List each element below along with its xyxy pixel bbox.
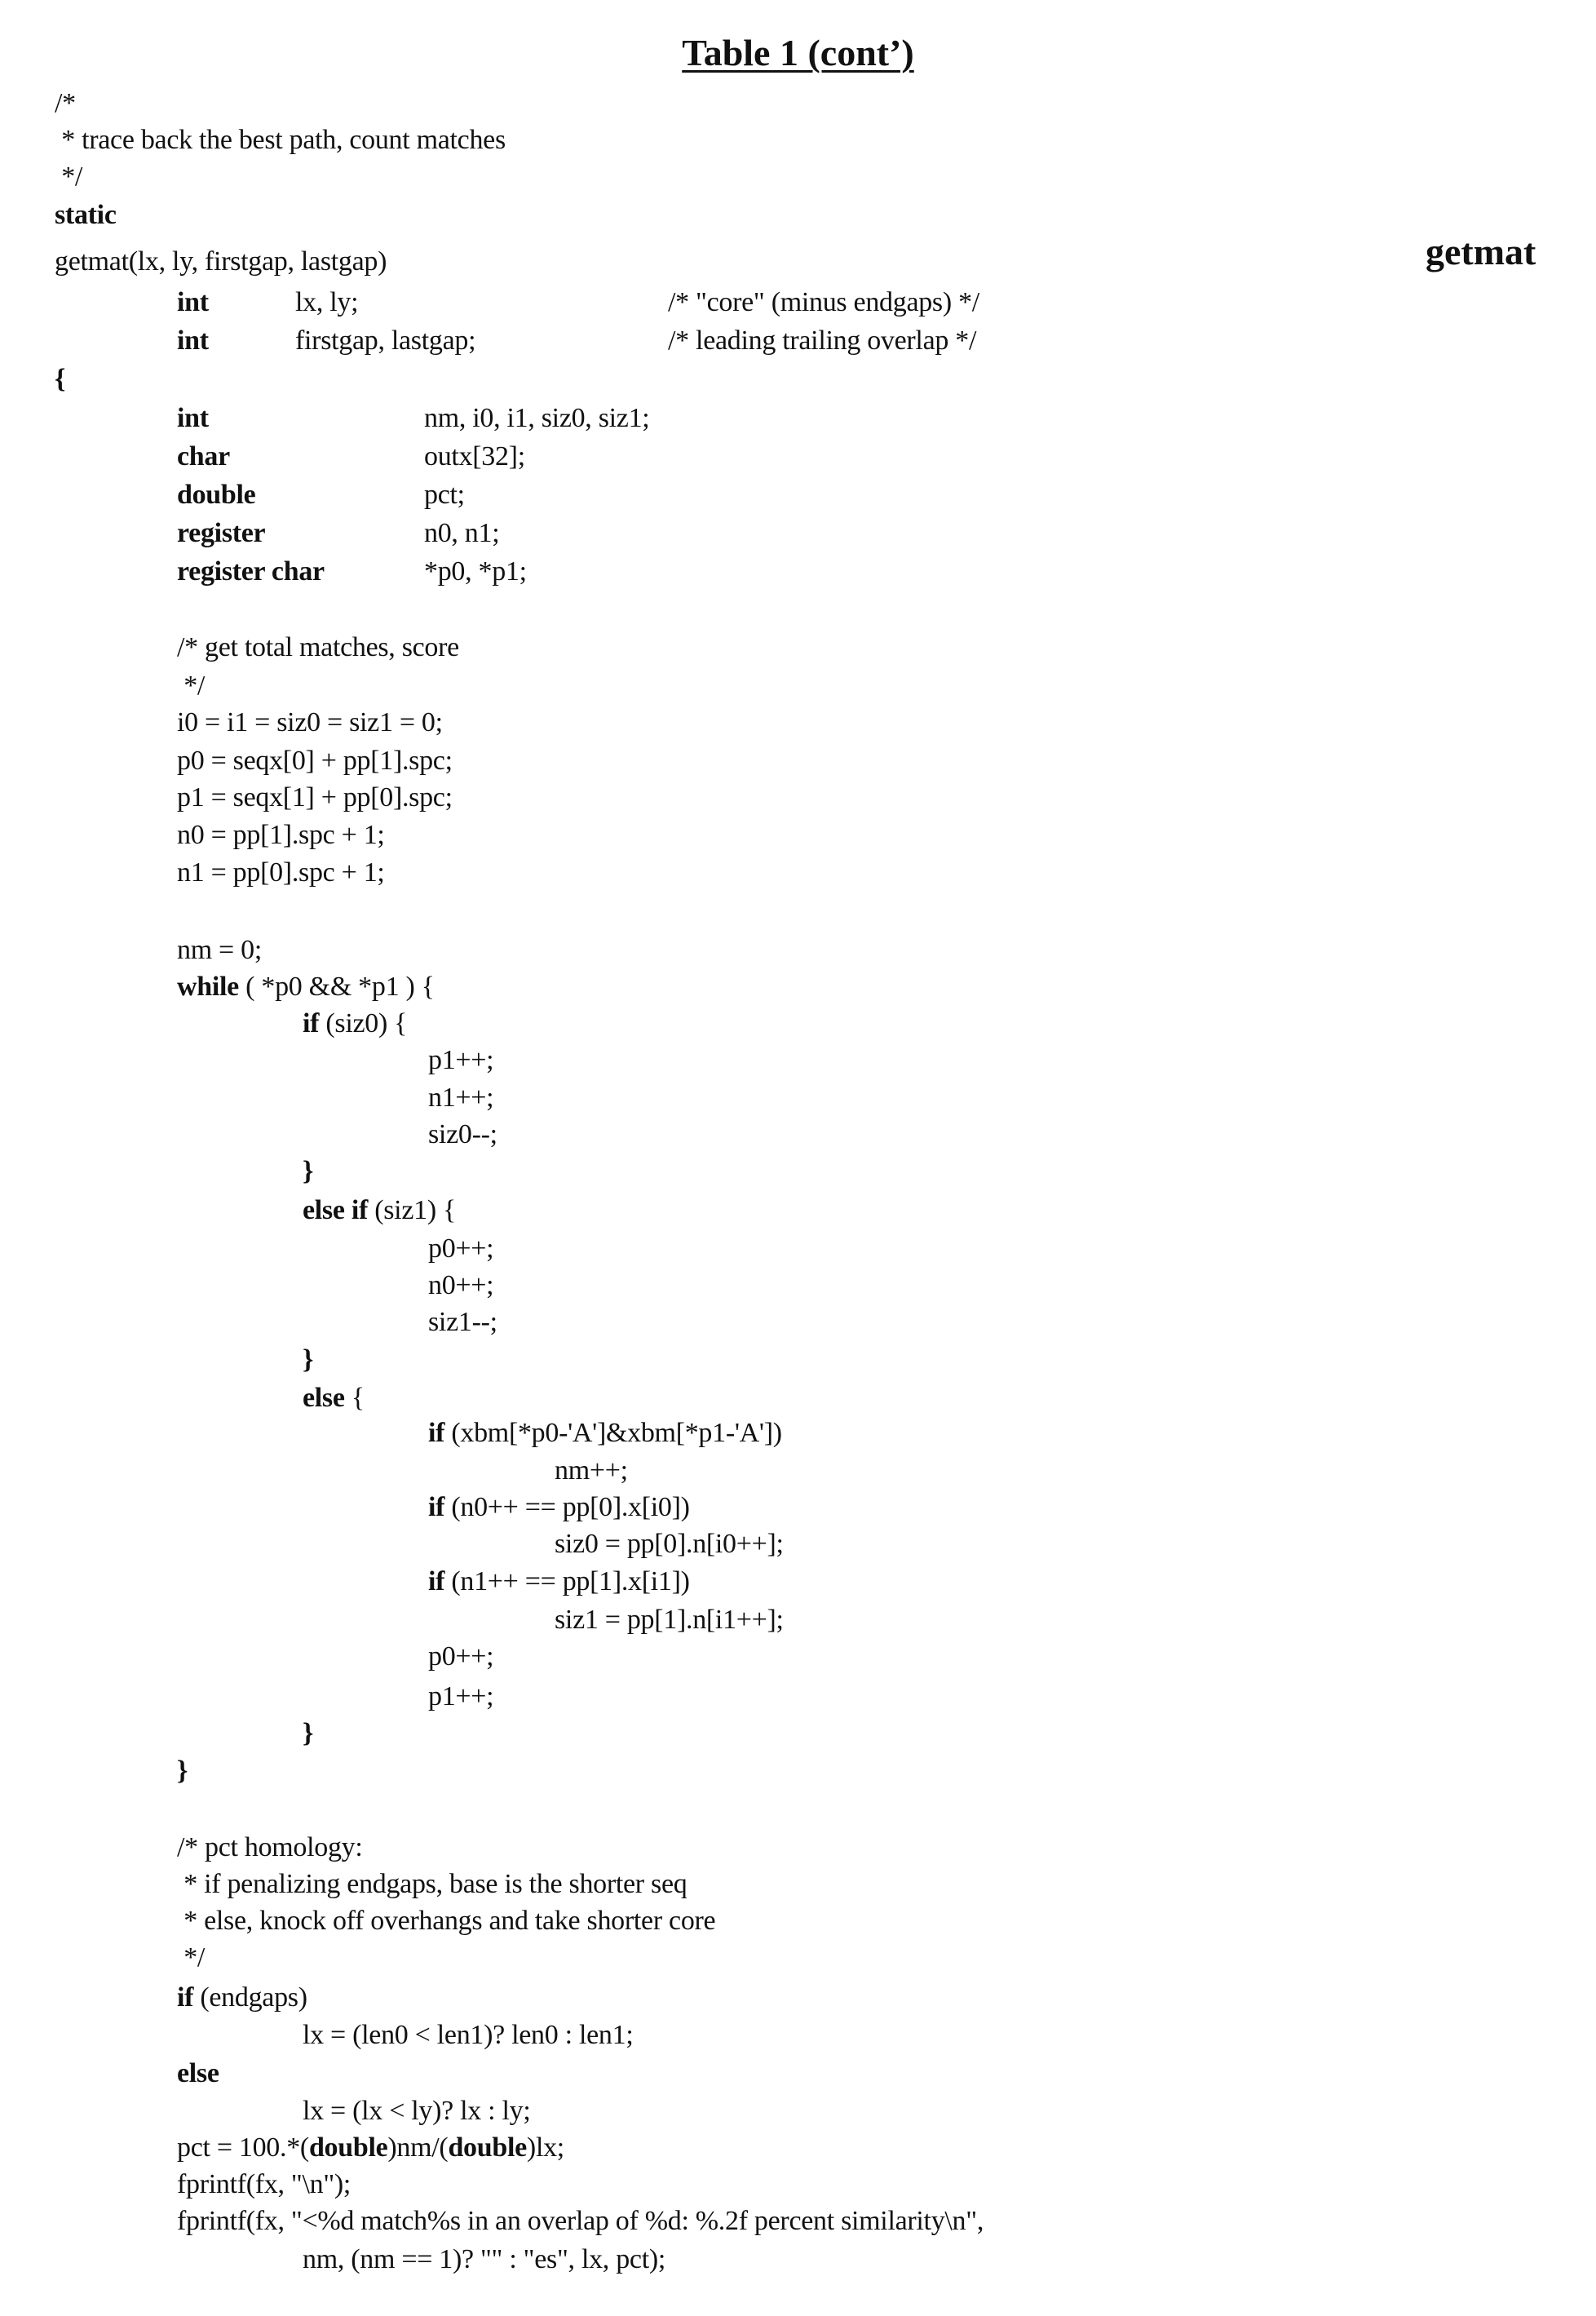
code-keyword: double bbox=[177, 480, 255, 510]
code-text: /* bbox=[55, 88, 76, 118]
code-text: nm++; bbox=[555, 1455, 628, 1486]
code-text: pct = 100.*( bbox=[177, 2132, 309, 2163]
code-line bbox=[55, 159, 82, 195]
code-text: n0 = pp[1].spc + 1; bbox=[177, 820, 385, 850]
code-line bbox=[424, 439, 525, 475]
code-text: * else, knock off overhangs and take shorter core bbox=[177, 1906, 715, 1936]
code-line bbox=[303, 1006, 407, 1042]
code-text: lx, ly; bbox=[295, 287, 358, 317]
code-line bbox=[424, 477, 465, 513]
code-line bbox=[428, 1564, 690, 1600]
function-label: getmat bbox=[1426, 230, 1536, 273]
code-keyword: int bbox=[177, 403, 209, 433]
code-keyword: if bbox=[303, 1008, 319, 1038]
code-text: nm = 0; bbox=[177, 935, 262, 965]
code-text: p1++; bbox=[428, 1045, 493, 1075]
code-line bbox=[428, 1117, 497, 1153]
code-line bbox=[428, 1268, 493, 1304]
code-text: fprintf(fx, "\n"); bbox=[177, 2169, 351, 2199]
code-text: (siz0) { bbox=[319, 1008, 407, 1038]
code-text: /* leading trailing overlap */ bbox=[668, 325, 976, 356]
code-line bbox=[177, 1867, 687, 1902]
code-text: fprintf(fx, "<%d match%s in an overlap of %d: %.2f percent similarity\n", bbox=[177, 2206, 984, 2236]
code-line bbox=[555, 1453, 628, 1489]
code-keyword: int bbox=[177, 287, 209, 317]
code-line bbox=[303, 1154, 313, 1189]
code-keyword: else bbox=[303, 1383, 345, 1413]
code-text: outx[32]; bbox=[424, 441, 525, 472]
code-text: )lx; bbox=[527, 2132, 564, 2163]
code-text: siz1--; bbox=[428, 1307, 497, 1337]
code-keyword: } bbox=[303, 1344, 313, 1375]
code-text: * if penalizing endgaps, base is the shorter seq bbox=[177, 1869, 687, 1899]
code-text: /* "core" (minus endgaps) */ bbox=[668, 287, 979, 317]
code-text: */ bbox=[177, 1942, 205, 1973]
code-line bbox=[555, 1526, 784, 1562]
code-text: i0 = i1 = siz0 = siz1 = 0; bbox=[177, 707, 443, 737]
code-text: pct; bbox=[424, 480, 465, 510]
code-line bbox=[55, 361, 65, 397]
code-line bbox=[177, 705, 443, 741]
code-line bbox=[177, 1980, 307, 2016]
code-line bbox=[177, 439, 230, 475]
code-line bbox=[177, 630, 459, 666]
code-text: p0 = seqx[0] + pp[1].spc; bbox=[177, 746, 453, 776]
code-line bbox=[55, 86, 76, 122]
code-keyword: double bbox=[309, 2132, 387, 2163]
code-keyword: if bbox=[428, 1566, 444, 1596]
code-text: lx = (len0 < len1)? len0 : len1; bbox=[303, 2020, 633, 2050]
code-line bbox=[177, 817, 385, 853]
code-line bbox=[303, 2017, 633, 2053]
code-line bbox=[177, 2203, 984, 2239]
code-line bbox=[428, 1490, 690, 1526]
code-text: getmat(lx, ly, firstgap, lastgap) bbox=[55, 246, 387, 277]
code-line bbox=[55, 197, 117, 233]
code-line bbox=[428, 1231, 493, 1267]
code-text: */ bbox=[177, 671, 205, 701]
code-keyword: if bbox=[177, 1982, 193, 2013]
code-text: n1++; bbox=[428, 1083, 493, 1113]
code-text: siz0--; bbox=[428, 1119, 497, 1149]
code-line bbox=[177, 554, 325, 590]
code-text: lx = (lx < ly)? lx : ly; bbox=[303, 2096, 531, 2126]
code-keyword: else bbox=[177, 2058, 219, 2088]
code-line bbox=[303, 1380, 365, 1416]
code-text: n0, n1; bbox=[424, 518, 499, 548]
code-keyword: register bbox=[177, 518, 265, 548]
code-line bbox=[428, 1415, 782, 1451]
code-keyword: if bbox=[428, 1492, 444, 1522]
code-text: (n0++ == pp[0].x[i0]) bbox=[444, 1492, 689, 1522]
code-line bbox=[428, 1043, 493, 1078]
code-line bbox=[428, 1679, 493, 1715]
code-text: n1 = pp[0].spc + 1; bbox=[177, 857, 385, 888]
code-text: *p0, *p1; bbox=[424, 556, 527, 587]
code-line bbox=[303, 1342, 313, 1378]
code-text: ( *p0 && *p1 ) { bbox=[239, 972, 435, 1002]
code-line bbox=[55, 122, 506, 158]
code-text: { bbox=[345, 1383, 365, 1413]
code-line bbox=[177, 1940, 205, 1976]
code-keyword: register char bbox=[177, 556, 325, 587]
code-line bbox=[177, 855, 385, 891]
code-line bbox=[177, 1903, 715, 1939]
code-line bbox=[668, 323, 976, 359]
code-line bbox=[177, 477, 255, 513]
code-line bbox=[295, 323, 475, 359]
code-line bbox=[424, 554, 527, 590]
code-line bbox=[177, 2130, 564, 2166]
code-line bbox=[177, 285, 209, 321]
code-text: (n1++ == pp[1].x[i1]) bbox=[444, 1566, 689, 1596]
code-line bbox=[303, 1716, 313, 1751]
code-line bbox=[177, 668, 205, 704]
code-line bbox=[428, 1304, 497, 1340]
code-text: firstgap, lastgap; bbox=[295, 325, 475, 356]
code-keyword: } bbox=[303, 1718, 313, 1748]
code-keyword: while bbox=[177, 972, 239, 1002]
code-text: /* pct homology: bbox=[177, 1832, 363, 1862]
code-text: (endgaps) bbox=[193, 1982, 307, 2013]
code-keyword: else if bbox=[303, 1195, 368, 1225]
code-line bbox=[177, 969, 435, 1005]
code-text: p0++; bbox=[428, 1233, 493, 1264]
code-text: p1 = seqx[1] + pp[0].spc; bbox=[177, 782, 453, 813]
code-text: n0++; bbox=[428, 1270, 493, 1300]
code-text: nm, i0, i1, siz0, siz1; bbox=[424, 403, 649, 433]
code-line bbox=[177, 2056, 219, 2092]
code-text: nm, (nm == 1)? "" : "es", lx, pct); bbox=[303, 2244, 665, 2274]
code-line bbox=[177, 1830, 363, 1866]
code-text: (siz1) { bbox=[368, 1195, 456, 1225]
code-keyword: { bbox=[55, 364, 65, 394]
code-line bbox=[177, 780, 453, 816]
code-text: * trace back the best path, count matches bbox=[55, 125, 506, 155]
code-line bbox=[177, 743, 453, 779]
code-line bbox=[303, 1193, 456, 1229]
code-line bbox=[428, 1080, 493, 1116]
code-line bbox=[303, 2242, 665, 2278]
code-text: p0++; bbox=[428, 1641, 493, 1672]
code-text: /* get total matches, score bbox=[177, 632, 459, 662]
code-line bbox=[428, 1639, 493, 1675]
code-keyword: int bbox=[177, 325, 209, 356]
code-line bbox=[555, 1602, 784, 1638]
code-keyword: } bbox=[177, 1756, 188, 1786]
code-keyword: if bbox=[428, 1418, 444, 1448]
code-line bbox=[177, 323, 209, 359]
code-keyword: } bbox=[303, 1156, 313, 1186]
code-text: )nm/( bbox=[387, 2132, 448, 2163]
code-text: siz1 = pp[1].n[i1++]; bbox=[555, 1605, 784, 1635]
code-line bbox=[55, 244, 387, 280]
code-text: p1++; bbox=[428, 1681, 493, 1712]
code-keyword: char bbox=[177, 441, 230, 472]
code-line bbox=[177, 516, 265, 551]
code-line bbox=[303, 2093, 531, 2129]
code-line bbox=[424, 401, 649, 436]
code-keyword: static bbox=[55, 200, 117, 230]
code-text: siz0 = pp[0].n[i0++]; bbox=[555, 1529, 784, 1559]
code-keyword: double bbox=[448, 2132, 526, 2163]
code-line bbox=[424, 516, 499, 551]
code-line bbox=[177, 401, 209, 436]
code-line bbox=[668, 285, 979, 321]
code-line bbox=[295, 285, 358, 321]
code-line bbox=[177, 932, 262, 968]
code-text: */ bbox=[55, 162, 82, 192]
table-title: Table 1 (cont’) bbox=[0, 31, 1596, 74]
code-text: (xbm[*p0-'A']&xbm[*p1-'A']) bbox=[444, 1418, 782, 1448]
code-line bbox=[177, 1753, 188, 1789]
code-line bbox=[177, 2167, 351, 2203]
